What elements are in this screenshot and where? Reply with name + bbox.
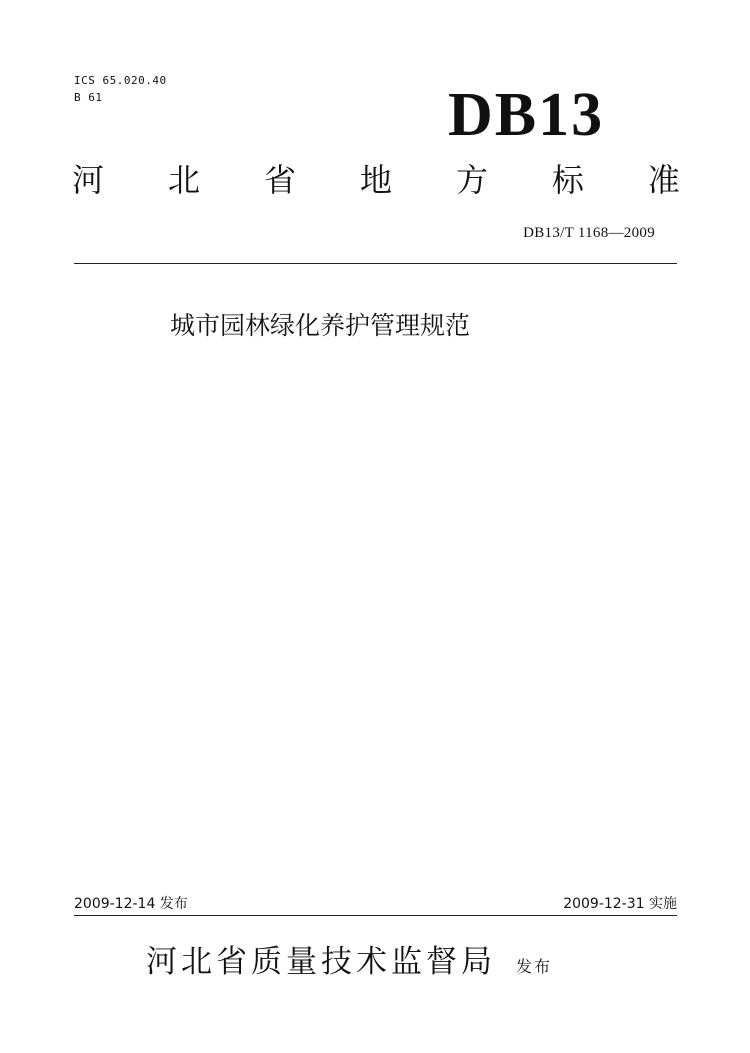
- document-title: 城市园林绿化养护管理规范: [170, 311, 471, 340]
- standard-number: DB13/T 1168—2009: [523, 225, 655, 241]
- publisher-action: 发布: [516, 957, 553, 976]
- org-title-char: 准: [647, 161, 680, 199]
- top-divider: [74, 263, 677, 264]
- issue-date: 2009-12-14 发布: [74, 896, 188, 912]
- org-title-char: 省: [263, 161, 296, 199]
- effective-date: 2009-12-31 实施: [563, 896, 677, 912]
- date-row: [74, 894, 677, 914]
- org-title-char: 地: [359, 161, 392, 199]
- publisher: [146, 940, 552, 984]
- classification-codes: [74, 72, 167, 106]
- org-title: [72, 160, 680, 200]
- org-title-char: 方: [455, 161, 488, 199]
- ics-code: ICS 65.020.40: [74, 74, 167, 87]
- org-title-char: 北: [167, 161, 200, 199]
- standard-code-logo: DB13: [448, 81, 605, 149]
- publisher-name: 河北省质量技术监督局: [146, 944, 496, 980]
- org-title-char: 河: [72, 161, 105, 199]
- ccs-code: B 61: [74, 91, 103, 104]
- bottom-divider: [74, 915, 677, 916]
- org-title-char: 标: [551, 161, 584, 199]
